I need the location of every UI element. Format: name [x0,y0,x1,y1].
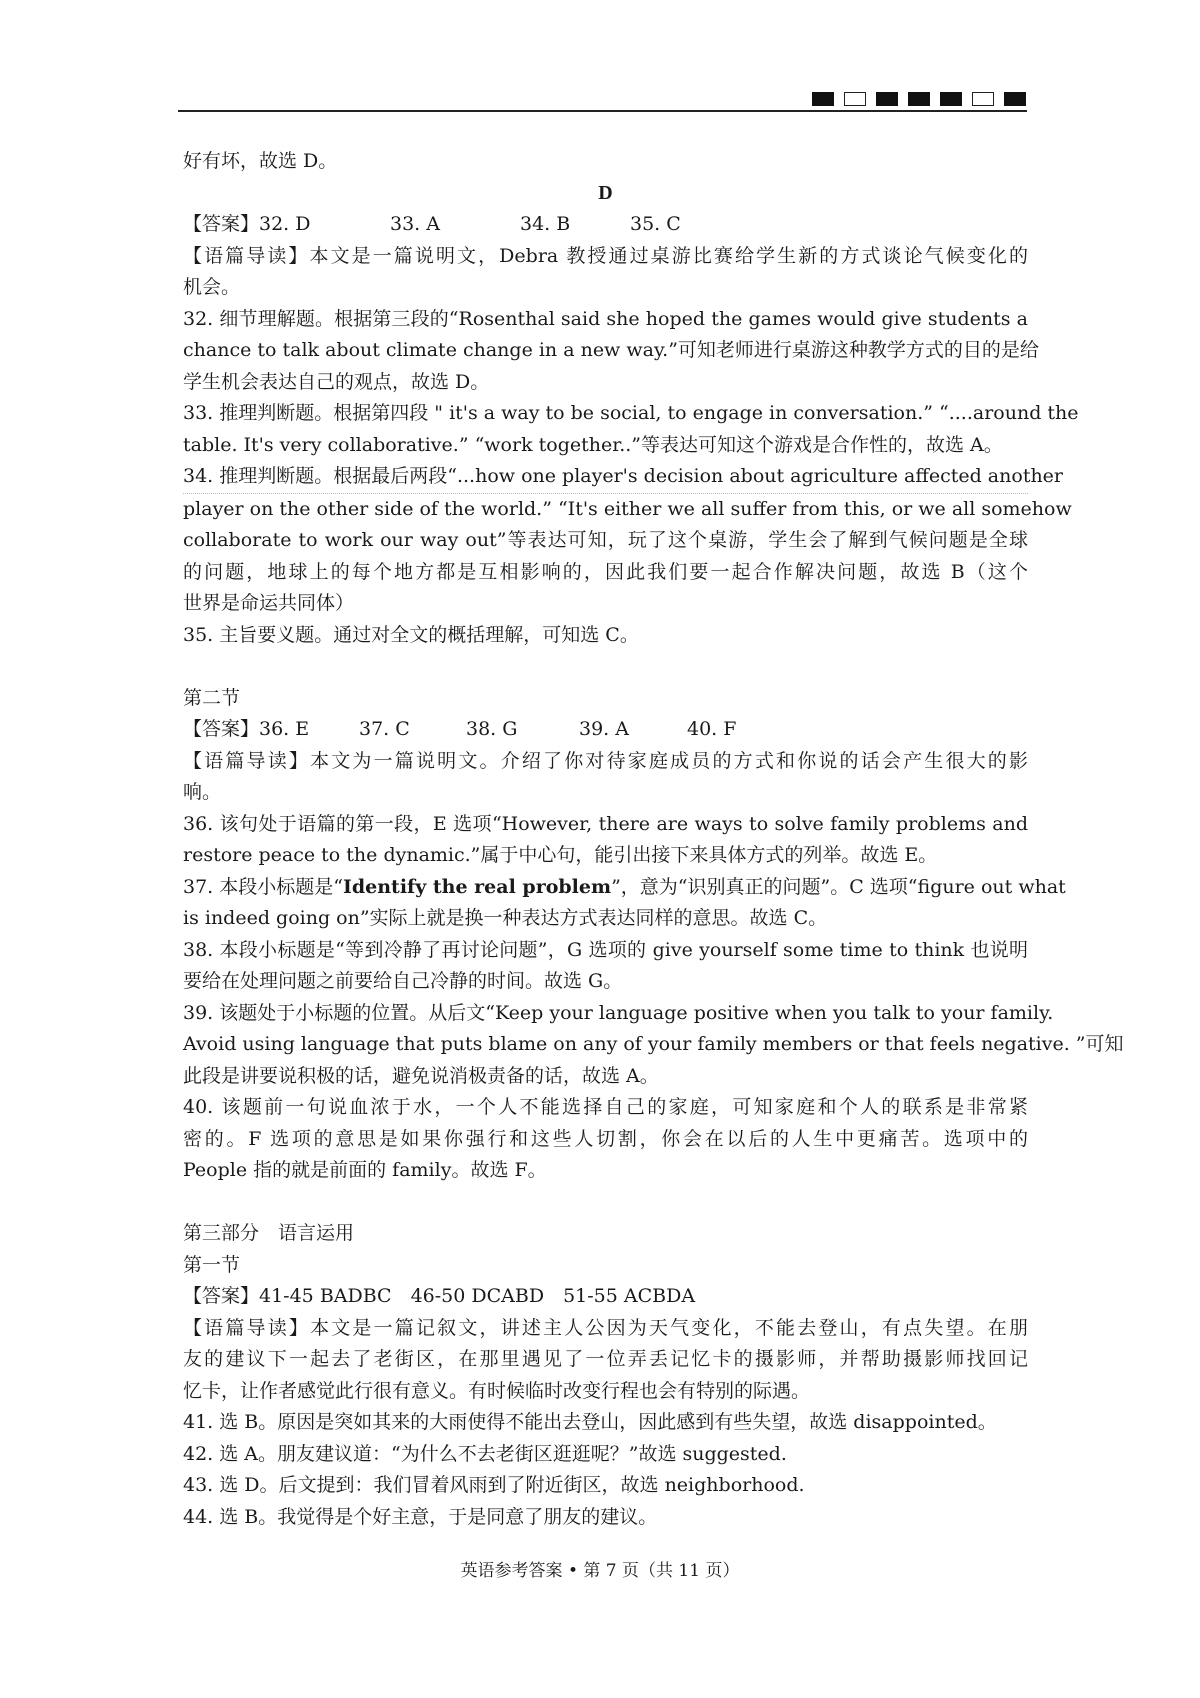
header-mark [876,92,898,106]
text-line: 39. 该题处于小标题的位置。从后文“Keep your language positive when you talk to your family. [183,1001,1054,1024]
bold-heading: Identify the real problem [342,875,612,898]
answer-item: 【答案】36. E [183,718,310,740]
text-line: 44. 选 B。我觉得是个好主意，于是同意了朋友的建议。 [183,1505,658,1528]
answer-line [183,714,1028,746]
text-line: 忆卡，让作者感觉此行很有意义。有时候临时改变行程也会有特别的际遇。 [183,1379,811,1402]
header-mark [972,92,994,106]
text-line: player on the other side of the world.” “It's either we all suffer from this, or we all somehow [183,497,1072,520]
answer-item: 33. A [390,213,440,235]
text-line: 38. 本段小标题是“等到冷静了再讨论问题”，G 选项的 give yourself some time to think 也说明 [183,938,1028,961]
text-line: 42. 选 A。朋友建议道：“为什么不去老街区逛逛呢？”故选 suggested. [183,1442,787,1465]
text-line: 【语篇导读】本文为一篇说明文。介绍了你对待家庭成员的方式和你说的话会产生很大的影 [183,749,1028,772]
text-line: 的问题，地球上的每个地方都是互相影响的，因此我们要一起合作解决问题，故选 B（这个 [183,560,1028,583]
spacer [183,651,1028,683]
spacer [183,1187,1028,1219]
text-line: 好有坏，故选 D。 [183,150,338,172]
text-line: 【语篇导读】本文是一篇记叙文，讲述主人公因为天气变化，不能去登山，有点失望。在朋 [183,1316,1028,1339]
text-span: 37. 本段小标题是“ [183,875,343,898]
section-heading: 第二节 [183,686,241,709]
text-line: is indeed going on”实际上就是换一种表达方式表达同样的意思。故选 C。 [183,907,828,929]
text-line: 机会。 [183,276,241,298]
text-line: 35. 主旨要义题。通过对全文的概括理解，可知选 C。 [183,623,639,646]
answer-line [183,209,1028,241]
header-mark [908,92,930,106]
answer-item: 39. A [579,718,629,740]
text-line: 学生机会表达自己的观点，故选 D。 [183,370,490,393]
answer-item: 40. F [687,718,737,740]
text-line: 要给在处理问题之前要给自己冷静的时间。故选 G。 [183,970,623,992]
answer-item: 34. B [520,213,571,235]
section-heading: 第一节 [183,1253,241,1276]
text-line: chance to talk about climate change in a new way.”可知老师进行桌游这种教学方式的目的是给 [183,339,1039,361]
text-line: Avoid using language that puts blame on any of your family members or that feels negative. ”可知 [183,1033,1124,1055]
text-line: 33. 推理判断题。根据第四段 " it's a way to be social, to engage in conversation.” “....around the [183,402,1079,424]
page-body [183,146,1124,1533]
text-line: restore peace to the dynamic.”属于中心句，能引出接下来具体方式的列举。故选 E。 [183,844,938,866]
text-line: 响。 [183,781,222,803]
text-line: 此段是讲要说积极的话，避免说消极责备的话，故选 A。 [183,1064,659,1087]
header-mark [812,92,834,106]
text-line: 41. 选 B。原因是突如其来的大雨使得不能出去登山，因此感到有些失望，故选 disappointed。 [183,1411,997,1433]
text-line: People 指的就是前面的 family。故选 F。 [183,1159,547,1181]
page-footer: 英语参考答案 • 第 7 页（共 11 页） [460,1561,740,1581]
text-line: 世界是命运共同体） [183,592,355,614]
text-line: 40. 该题前一句说血浓于水，一个人不能选择自己的家庭，可知家庭和个人的联系是非常紧 [183,1096,1028,1118]
answer-line: 【答案】41-45 BADBC 46-50 DCABD 51-55 ACBDA [183,1285,696,1307]
answer-item: 38. G [466,718,518,740]
answer-item: 35. C [630,213,681,235]
section-heading: D [598,181,613,204]
text-line: 36. 该句处于语篇的第一段，E 选项“However, there are ways to solve family problems and [183,812,1028,835]
header-mark [940,92,962,106]
header-mark [1004,92,1026,106]
header-marks [812,92,1026,106]
text-line: 密的。F 选项的意思是如果你强行和这些人切割，你会在以后的人生中更痛苦。选项中的 [183,1127,1028,1150]
text-line: table. It's very collaborative.” “work together..”等表达可知这个游戏是合作性的，故选 A。 [183,433,1003,456]
header-mark [844,92,866,106]
text-span: ”，意为“识别真正的问题”。C 选项“figure out what [611,875,1066,898]
text-line: collaborate to work our way out”等表达可知，玩了这个桌游，学生会了解到气候问题是全球 [183,529,1028,551]
answer-item: 【答案】32. D [183,213,311,235]
text-line: 34. 推理判断题。根据最后两段“...how one player's decision about agriculture affected another [183,461,1028,494]
answer-item: 37. C [359,718,410,740]
text-line: 43. 选 D。后文提到：我们冒着风雨到了附近街区，故选 neighborhood. [183,1474,805,1496]
text-line: 32. 细节理解题。根据第三段的“Rosenthal said she hoped the games would give students a [183,307,1028,330]
header-rule [178,110,1027,112]
text-line: 友的建议下一起去了老街区，在那里遇见了一位弄丢记忆卡的摄影师，并帮助摄影师找回记 [183,1348,1028,1370]
text-line [183,872,1066,904]
part-heading: 第三部分 语言运用 [183,1222,355,1244]
text-line: 【语篇导读】本文是一篇说明文，Debra 教授通过桌游比赛给学生新的方式谈论气候变化的 [183,244,1028,267]
